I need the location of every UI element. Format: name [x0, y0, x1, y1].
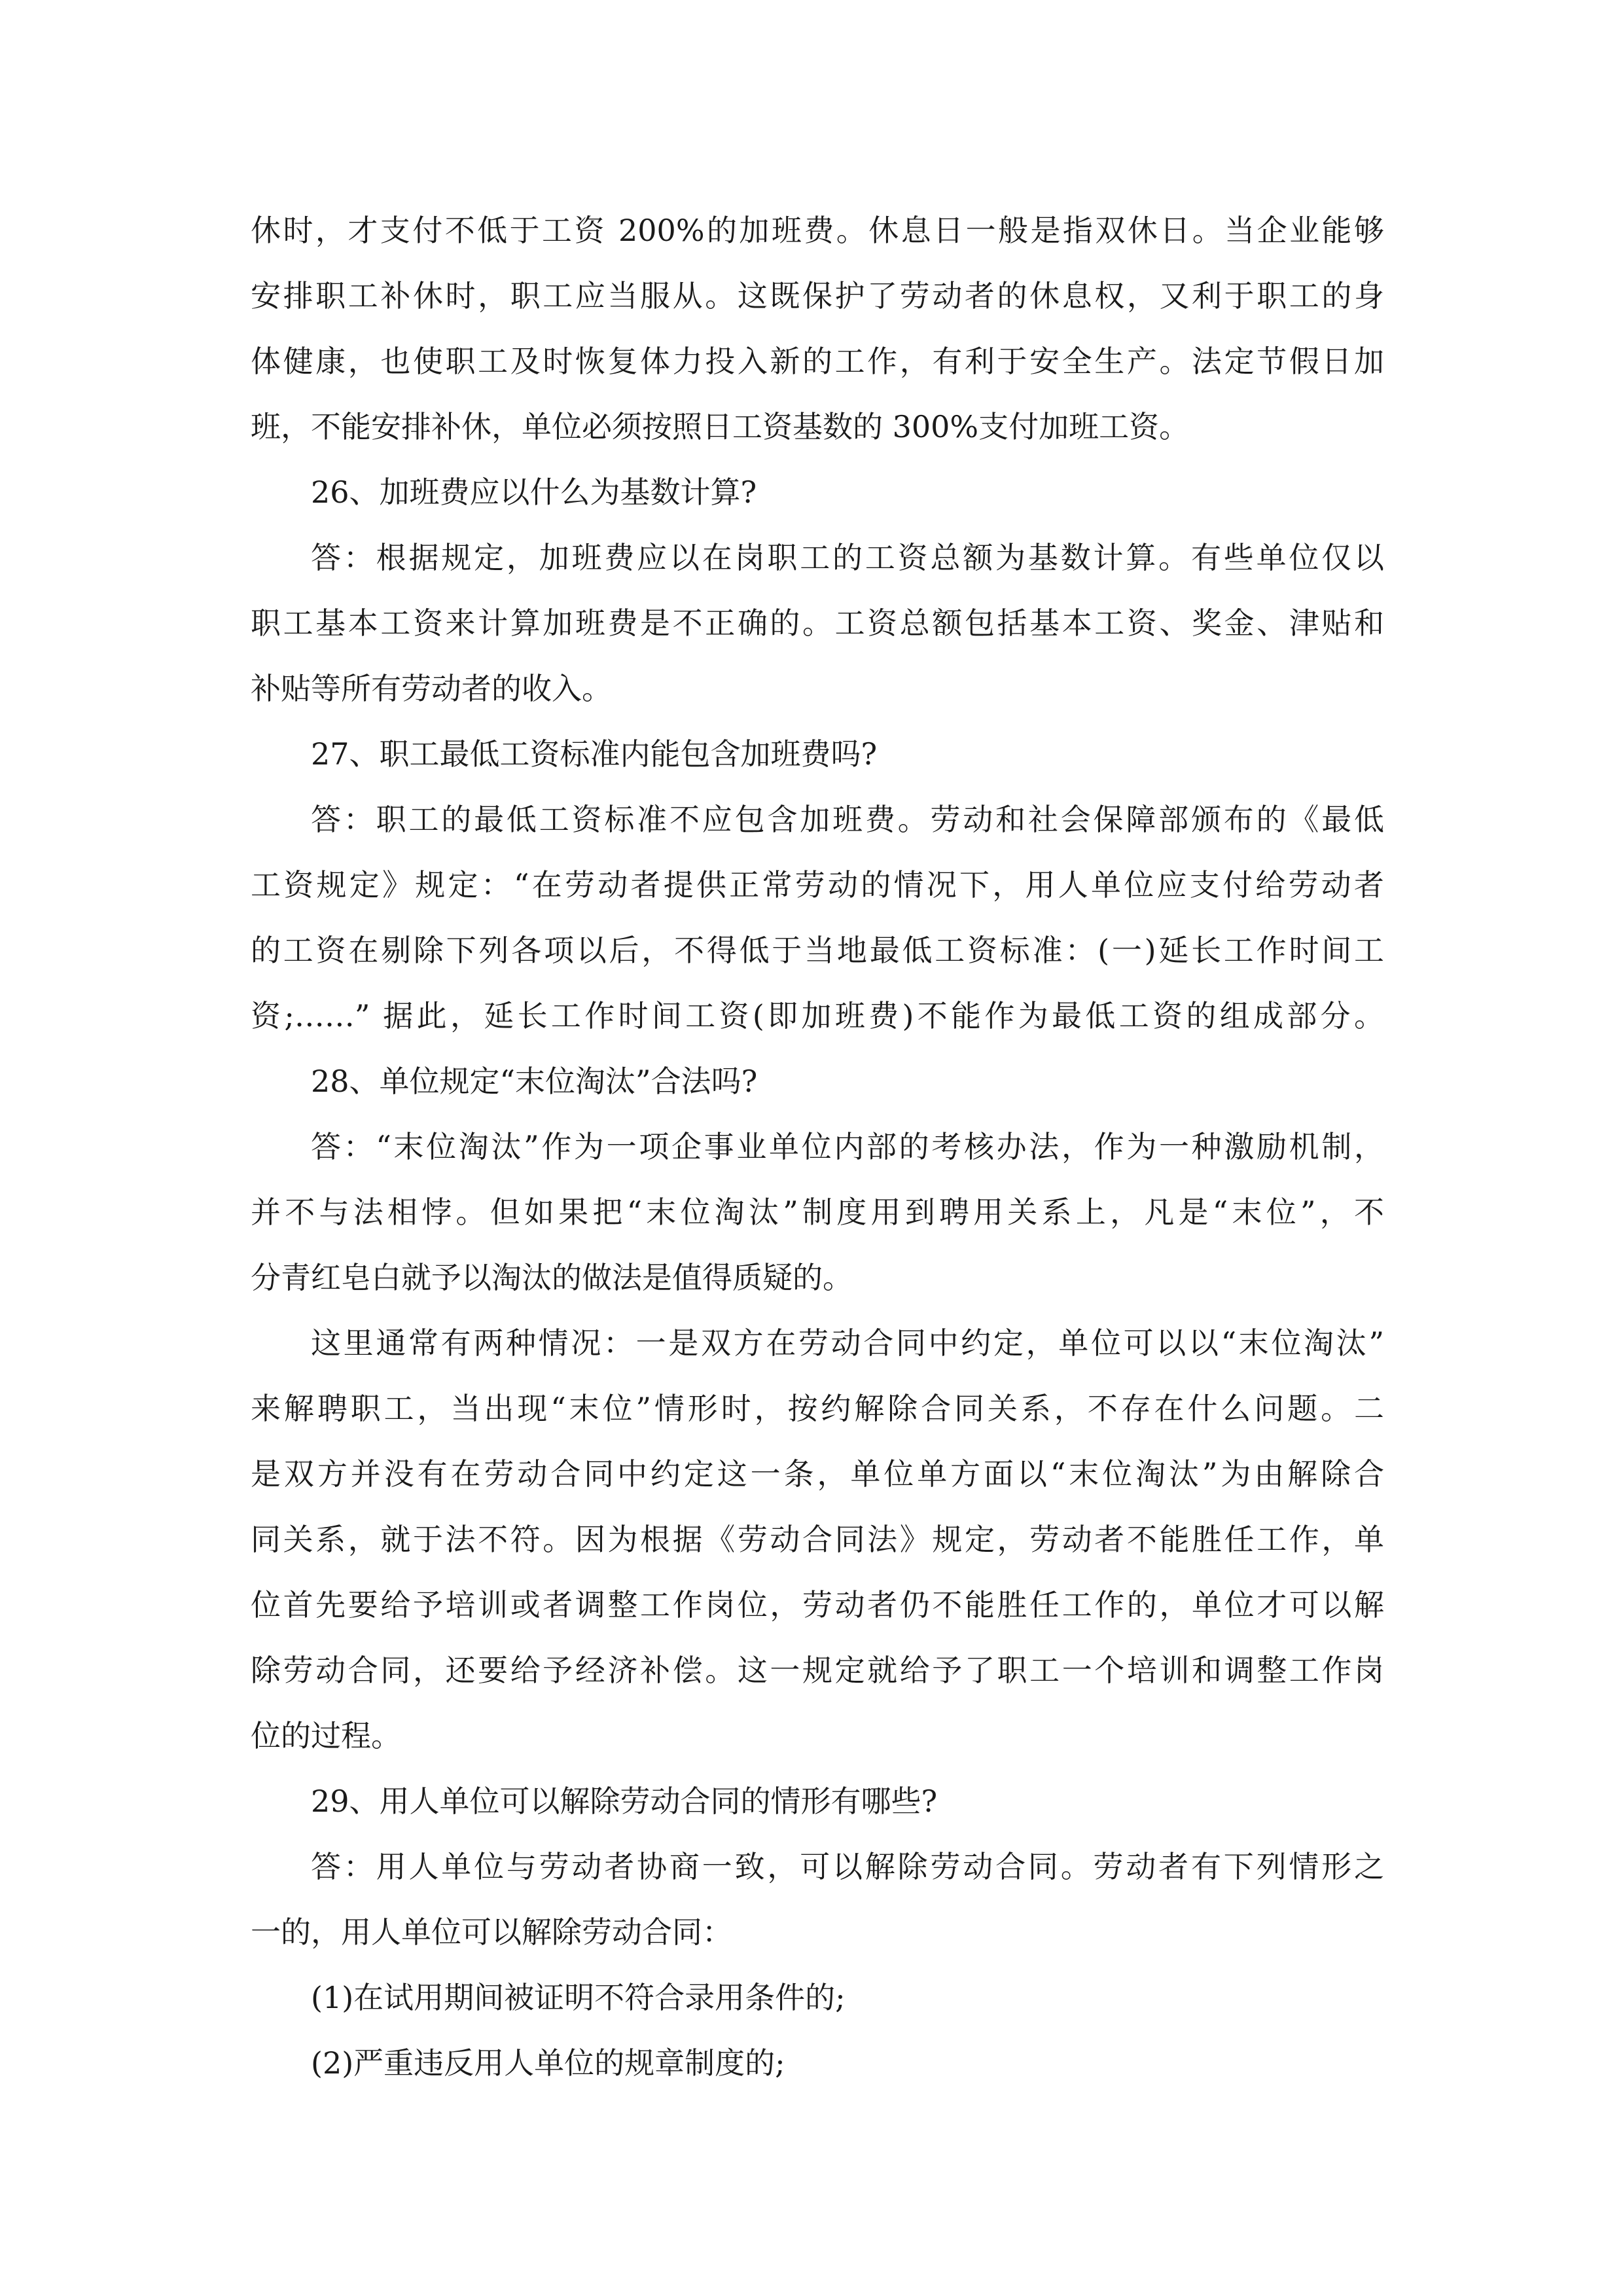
paragraph-line: 位首先要给予培训或者调整工作岗位，劳动者仍不能胜任工作的，单位才可以解 [251, 1587, 1384, 1623]
paragraph-line: 安排职工补休时，职工应当服从。这既保护了劳动者的休息权，又利于职工的身 [251, 278, 1384, 314]
answer-line: 答：用人单位与劳动者协商一致，可以解除劳动合同。劳动者有下列情形之 [311, 1849, 1384, 1884]
question-heading: 26、加班费应以什么为基数计算? [311, 475, 757, 510]
question-heading: 29、用人单位可以解除劳动合同的情形有哪些? [311, 1784, 938, 1819]
answer-line: 一的，用人单位可以解除劳动合同： [251, 1914, 732, 1950]
paragraph-line: 体健康，也使职工及时恢复体力投入新的工作，有利于安全生产。法定节假日加 [251, 344, 1384, 379]
paragraph-line: 这里通常有两种情况：一是双方在劳动合同中约定，单位可以以“末位淘汰” [311, 1325, 1384, 1361]
question-heading: 27、职工最低工资标准内能包含加班费吗? [311, 736, 878, 772]
paragraph-line: 班，不能安排补休，单位必须按照日工资基数的 300%支付加班工资。 [251, 409, 1190, 444]
paragraph-line: 休时，才支付不低于工资 200%的加班费。休息日一般是指双休日。当企业能够 [251, 213, 1384, 248]
answer-line: 答：“末位淘汰”作为一项企事业单位内部的考核办法，作为一种激励机制， [311, 1129, 1384, 1164]
list-item: (2)严重违反用人单位的规章制度的; [311, 2045, 785, 2081]
paragraph-line: 来解聘职工，当出现“末位”情形时，按约解除合同关系，不存在什么问题。二 [251, 1391, 1384, 1426]
paragraph-line: 同关系，就于法不符。因为根据《劳动合同法》规定，劳动者不能胜任工作，单 [251, 1522, 1384, 1557]
answer-line: 的工资在剔除下列各项以后，不得低于当地最低工资标准：(一)延长工作时间工 [251, 933, 1384, 968]
answer-line: 分青红皂白就予以淘汰的做法是值得质疑的。 [251, 1260, 853, 1295]
paragraph-line: 位的过程。 [251, 1718, 401, 1753]
answer-line: 答：职工的最低工资标准不应包含加班费。劳动和社会保障部颁布的《最低 [311, 802, 1384, 837]
answer-line: 答：根据规定，加班费应以在岗职工的工资总额为基数计算。有些单位仅以 [311, 540, 1384, 575]
answer-line: 工资规定》规定：“在劳动者提供正常劳动的情况下，用人单位应支付给劳动者 [251, 867, 1384, 903]
paragraph-line: 除劳动合同，还要给予经济补偿。这一规定就给予了职工一个培训和调整工作岗 [251, 1653, 1384, 1688]
list-item: (1)在试用期间被证明不符合录用条件的; [311, 1980, 846, 2015]
paragraph-line: 是双方并没有在劳动合同中约定这一条，单位单方面以“末位淘汰”为由解除合 [251, 1456, 1384, 1492]
answer-line: 并不与法相悖。但如果把“末位淘汰”制度用到聘用关系上，凡是“末位”，不 [251, 1194, 1384, 1230]
question-heading: 28、单位规定“末位淘汰”合法吗? [311, 1064, 758, 1099]
answer-line: 资;……” 据此，延长工作时间工资(即加班费)不能作为最低工资的组成部分。 [251, 998, 1384, 1033]
answer-line: 职工基本工资来计算加班费是不正确的。工资总额包括基本工资、奖金、津贴和 [251, 605, 1384, 641]
answer-line: 补贴等所有劳动者的收入。 [251, 671, 612, 706]
